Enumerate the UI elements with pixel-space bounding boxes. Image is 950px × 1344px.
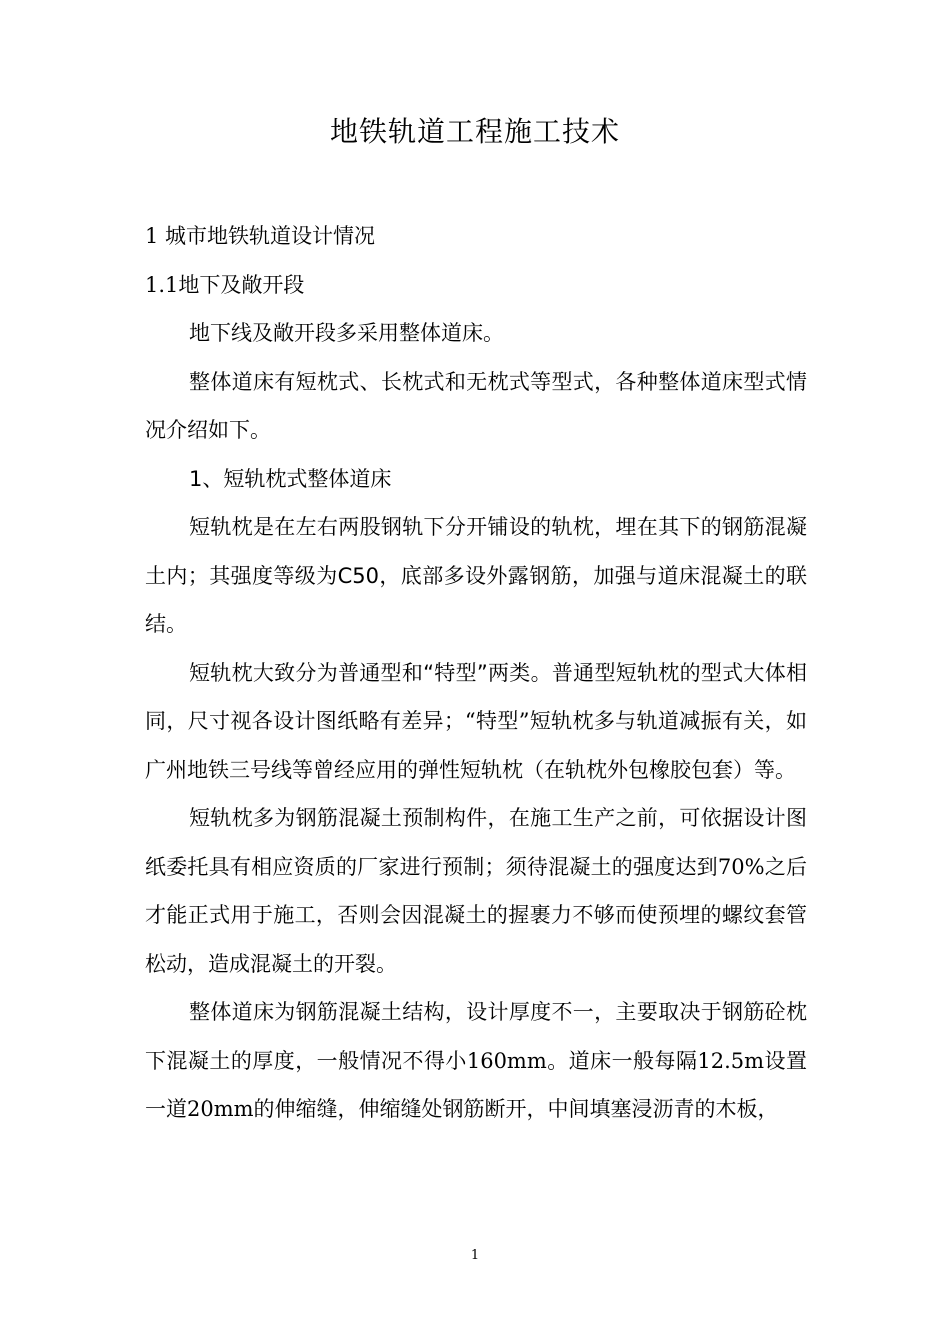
page-number: 1 bbox=[470, 1248, 480, 1263]
document-body bbox=[145, 212, 807, 1134]
paragraph-sleeper-types-rest: 普通型短轨枕的型式大体相同，尺寸视各设计图纸略有差异；“特型”短轨枕多与轨道减振有关，如广州地铁三号线等曾经应用的弹性短轨枕（在轨枕外包橡胶包套）等。 bbox=[145, 660, 807, 782]
paragraph-track-bed: 整体道床为钢筋混凝土结构，设计厚度不一，主要取决于钢筋砼枕下混凝土的厚度，一般情况不得小160mm。道床一般每隔12.5m设置一道20mm的伸缩缝，伸缩缝处钢筋断开，中间填塞浸沥青的木板， bbox=[145, 1000, 807, 1121]
paragraph-bed-types: 整体道床有短枕式、长枕式和无枕式等型式，各种整体道床型式情况介绍如下。 bbox=[145, 369, 807, 442]
document-title: 地铁轨道工程施工技术 bbox=[329, 115, 620, 148]
section-heading-1: 1 城市地铁轨道设计情况 bbox=[145, 224, 376, 248]
paragraph-sleeper-types-lead: 短轨枕大致分为普通型和“特型”两类。 bbox=[189, 660, 552, 685]
paragraph-precast: 短轨枕多为钢筋混凝土预制构件，在施工生产之前，可依据设计图纸委托具有相应资质的厂家进行预制；须待混凝土的强度达到70%之后才能正式用于施工，否则会因混凝土的握裹力不够而使预埋的螺纹套管松动，造成混凝土的开裂。 bbox=[145, 806, 807, 976]
paragraph-intro: 地下线及敞开段多采用整体道床。 bbox=[189, 321, 504, 345]
section-heading-1-1: 1.1地下及敞开段 bbox=[145, 272, 305, 297]
paragraph-short-sleeper: 短轨枕是在左右两股钢轨下分开铺设的轨枕，埋在其下的钢筋混凝土内；其强度等级为C50，底部多设外露钢筋，加强与道床混凝土的联结。 bbox=[145, 515, 807, 636]
subheading-short-sleeper: 1、短轨枕式整体道床 bbox=[189, 466, 392, 491]
paragraph-sleeper-types bbox=[145, 649, 807, 795]
